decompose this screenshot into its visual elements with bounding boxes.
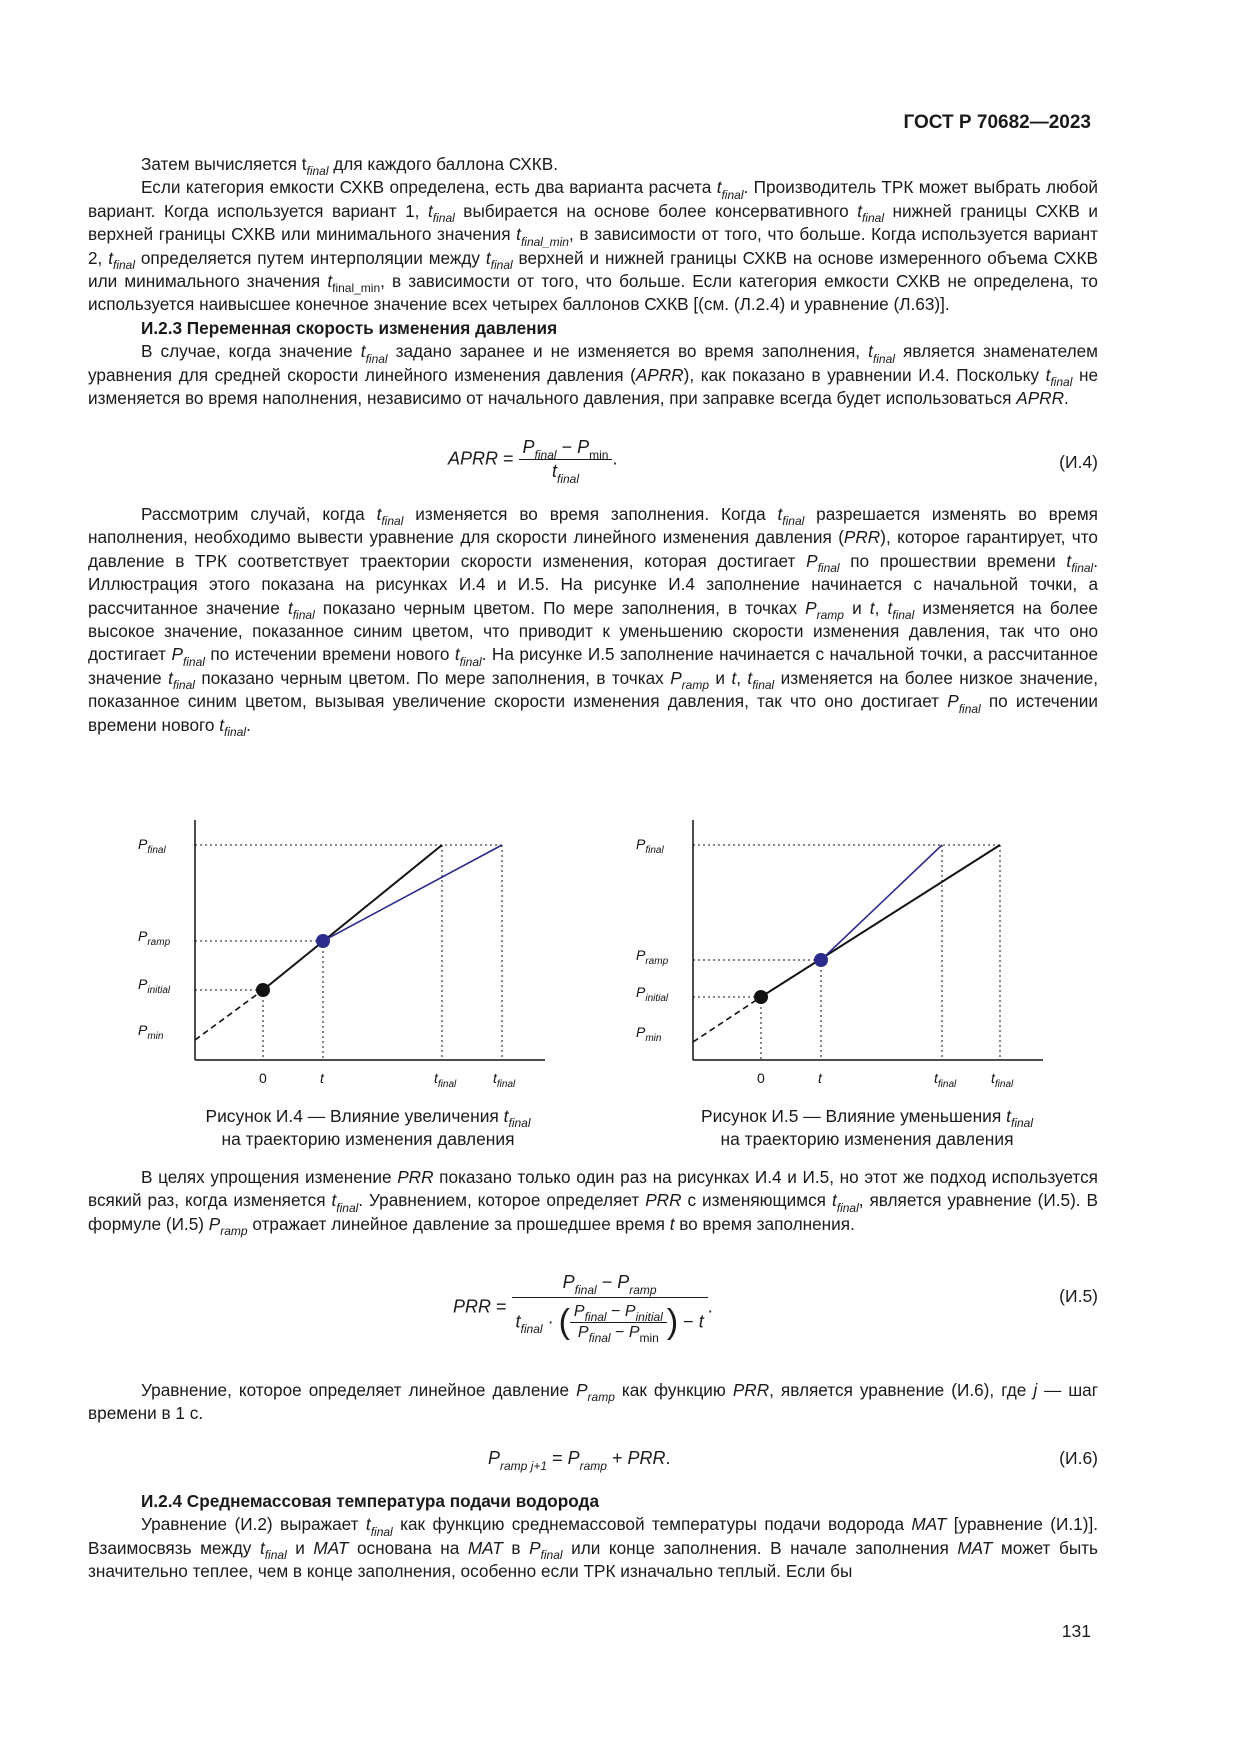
equation-i6: $P_{ramp j+1} = P_{ramp}$ + PRR. (И.6) (488, 1448, 1098, 1473)
body-text-block-2 (88, 503, 1099, 740)
x-label-t-final-2: $t_{final}$ (493, 1070, 516, 1090)
y-label-p-initial: $P_{initial}$ (636, 984, 669, 1004)
body-text-block-3 (88, 1166, 1098, 1239)
initial-extrapolation-dashed (693, 997, 761, 1042)
section-heading-i24: И.2.4 Среднемассовая температура подачи водорода (141, 1491, 600, 1511)
x-label-zero: 0 (757, 1070, 765, 1086)
section-heading-i23: И.2.3 Переменная скорость изменения давления (141, 317, 558, 338)
x-label-t-final-1: $t_{final}$ (934, 1070, 957, 1090)
paragraph-3: В случае, когда значение $t_{final}$ задано заранее и не изменяется во время заполнения, $t_{final}$ является знаменателем уравнения для средней скорости линейного изменения давления (APRR), как показано в уравнении И.4. Поскольку $t_{final}$ не изменяется во время наполнения, независимо от начального давления, при заправке всегда будет использоваться APRR. (88, 341, 1099, 409)
body-text-block-5 (88, 1490, 1098, 1584)
y-label-p-final: $P_{final}$ (138, 836, 166, 856)
body-text-block-4 (88, 1379, 1098, 1426)
y-label-p-min: $P_{min}$ (138, 1022, 164, 1042)
initial-extrapolation-dashed (195, 990, 263, 1040)
x-label-t: t (818, 1070, 822, 1086)
document-header: ГОСТ Р 70682—2023 (903, 112, 1091, 133)
paragraph-5: В целях упрощения изменение PRR показано только один раз на рисунках И.4 и И.5, но этот же подход используется всякий раз, когда изменяется $t_{final}$. Уравнением, которое определяет PRR с изменяющимся $t_{final}$, является уравнение (И.5). В формуле (И.5) $P_{ramp}$ отражает линейное давление за прошедшее время t во время заполнения. (88, 1167, 1098, 1239)
figure-i4-graph (130, 815, 550, 1095)
initial-point (256, 983, 270, 997)
body-text-block-1 (88, 153, 1098, 410)
y-label-p-initial: $P_{initial}$ (138, 976, 171, 996)
paragraph-4: Рассмотрим случай, когда $t_{final}$ изменяется во время заполнения. Когда $t_{final}$ разрешается изменять во время наполнения, необходимо вывести уравнение для скорости линейного изменения давления (PRR), которое гарантирует, что давление в ТРК соответствует траектории скорости изменения, которая достигает $P_{final}$ по прошествии времени $t_{final}$. Иллюстрация этого показана на рисунках И.4 и И.5. На рисунке И.4 заполнение начинается с начальной точки, а рассчитанное значение $t_{final}$ показано черным цветом. По мере заполнения, в точках $P_{ramp}$ и t, $t_{final}$ изменяется на более высокое значение, показанное синим цветом, что приводит к уменьшению скорости изменения давления, так что оно достигает $P_{final}$ по истечении времени нового $t_{final}$. На рисунке И.5 заполнение начинается с начальной точки, а рассчитанное значение $t_{final}$ показано черным цветом. По мере заполнения, в точках $P_{ramp}$ и t, $t_{final}$ изменяется на более низкое значение, показанное синим цветом, вызывая увеличение скорости изменения давления, так что оно достигает $P_{final}$ по истечении времени нового $t_{final}$. (88, 504, 1099, 740)
equation-i4-number: (И.4) (1059, 452, 1098, 472)
y-label-p-min: $P_{min}$ (636, 1024, 662, 1044)
initial-point (754, 990, 768, 1004)
new-trajectory-line (323, 845, 502, 941)
equation-i5-number: (И.5) (1059, 1286, 1098, 1306)
equation-i5-fraction: $P_{final} - P_{ramp}$ $t_{final}$ · ( $\frac{P_{final} - P_{initial}}{P_{final} - P_{min}}$ ) − t (512, 1271, 708, 1344)
x-label-t-final-1: $t_{final}$ (434, 1070, 457, 1090)
paragraph-7: Уравнение (И.2) выражает $t_{final}$ как функцию среднемассовой температуры подачи водорода MAT [уравнение (И.1)]. Взаимосвязь между $t_{final}$ и MAT основана на MAT в $P_{final}$ или конце заполнения. В начале заполнения MAT может быть значительно теплее, чем в конце заполнения, особенно если ТРК изначально теплый. Если бы (88, 1514, 1098, 1582)
equation-i4-fraction: $\frac{P_{final} - P_{min}}{t_{final}}$ (519, 436, 613, 483)
page-number: 131 (1061, 1621, 1091, 1641)
paragraph-2: Если категория емкости СХКВ определена, есть два варианта расчета $t_{final}$. Производитель ТРК может выбрать любой вариант. Когда используется вариант 1, $t_{final}$ выбирается на основе более консервативного $t_{final}$ нижней границы СХКВ и верхней границы СХКВ или минимального значения $t_{final\_min}$, в зависимости от того, что больше. Когда используется вариант 2, $t_{final}$ определяется путем интерполяции между $t_{final}$ верхней и нижней границы СХКВ на основе измеренного объема СХКВ или минимального значения $t_{final\_min}$, в зависимости от того, что больше. Если категория емкости СХКВ не определена, то используется наивысшее конечное значение всех четырех баллонов СХКВ [(см. (Л.2.4) и уравнение (Л.63)]. (88, 177, 1098, 315)
y-label-p-ramp: $P_{ramp}$ (138, 928, 171, 948)
x-label-t: t (320, 1070, 324, 1086)
y-label-p-final: $P_{final}$ (636, 836, 664, 856)
ramp-point (316, 934, 330, 948)
paragraph-6: Уравнение, которое определяет линейное давление $P_{ramp}$ как функцию PRR, является уравнение (И.6), где j — шаг времени в 1 с. (88, 1380, 1098, 1424)
x-label-zero: 0 (259, 1070, 267, 1086)
figure-i5-caption: Рисунок И.5 — Влияние уменьшения $t_{final}$ на траекторию изменения давления (700, 1106, 1034, 1149)
new-trajectory-line (821, 845, 942, 960)
equation-i6-number: (И.6) (1059, 1448, 1098, 1468)
original-trajectory-line (263, 845, 442, 990)
paragraph-1: Затем вычисляется $t_{final}$ для каждого баллона СХКВ. (141, 154, 558, 179)
original-trajectory-line (761, 845, 1000, 997)
ramp-point (814, 953, 828, 967)
figure-i5-graph (628, 815, 1048, 1095)
equation-i4: APRR = $\frac{P_{final} - P_{min}}{t_{final}}$ . (И.4) (448, 437, 1098, 486)
y-label-p-ramp: $P_{ramp}$ (636, 947, 669, 967)
x-label-t-final-2: $t_{final}$ (991, 1070, 1014, 1090)
figure-i4-caption: Рисунок И.4 — Влияние увеличения $t_{final}$ на траекторию изменения давления (205, 1106, 531, 1149)
equation-i5: PRR = $P_{final} - P_{ramp}$ $t_{final}$ · ( $\frac{P_{final} - P_{initial}}{P_{final} - P_{min}}$ ) − t . (И.5) (453, 1272, 1098, 1346)
